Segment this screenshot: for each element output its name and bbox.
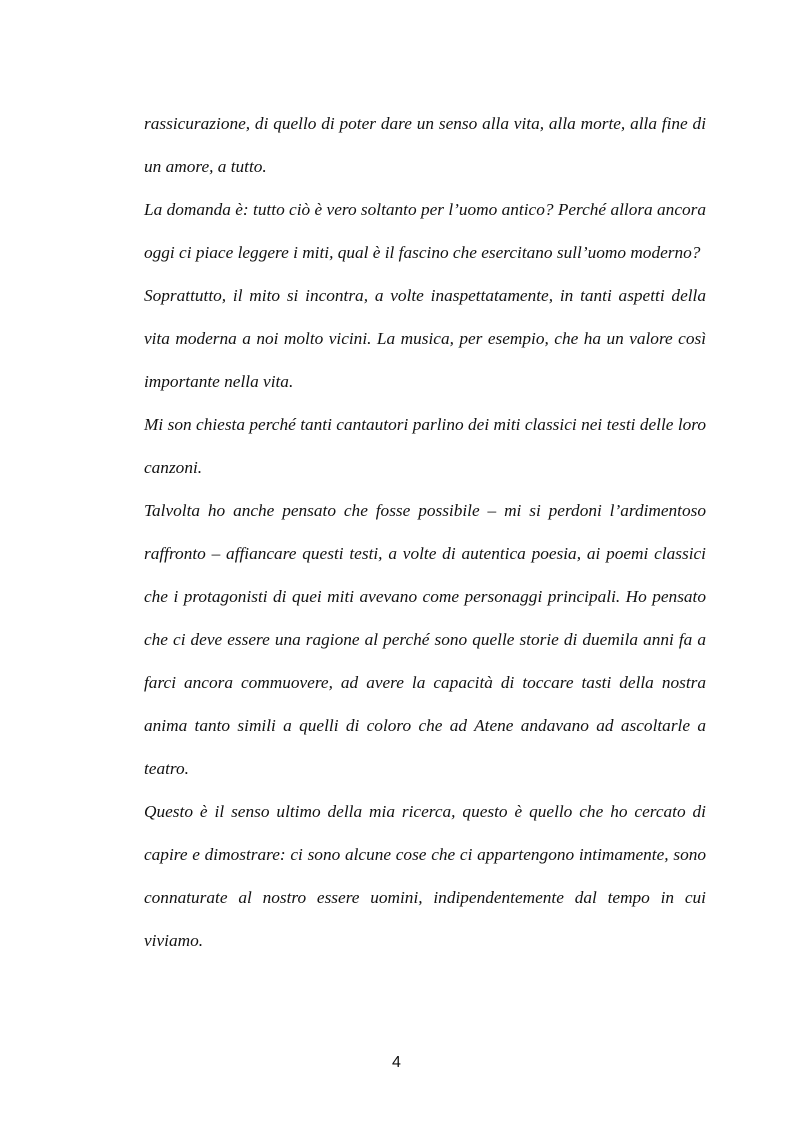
paragraph: Questo è il senso ultimo della mia ricerca, questo è quello che ho cercato di capire e dimostrare: ci sono alcune cose che ci appartengono intimamente, sono connaturate al nostro essere uomini, indipendentemente dal tempo in cui viviamo. — [144, 802, 706, 950]
page-number: 4 — [392, 1054, 401, 1071]
paragraph: Talvolta ho anche pensato che fosse possibile – mi si perdoni l’ardimentoso raffronto – affiancare questi testi, a volte di autentica poesia, ai poemi classici che i protagonisti di quei miti avevano come personaggi principali. Ho pensato che ci deve essere una ragione al perché sono quelle storie di duemila anni fa a farci ancora commuovere, ad avere la capacità di toccare tasti della nostra anima tanto simili a quelli di coloro che ad Atene andavano ad ascoltarle a teatro. — [144, 501, 706, 778]
paragraph: rassicurazione, di quello di poter dare un senso alla vita, alla morte, alla fine di un amore, a tutto. — [144, 114, 706, 176]
paragraph: Mi son chiesta perché tanti cantautori parlino dei miti classici nei testi delle loro canzoni. — [144, 415, 706, 477]
body-text — [144, 102, 706, 962]
paragraph: Soprattutto, il mito si incontra, a volte inaspettatamente, in tanti aspetti della vita moderna a noi molto vicini. La musica, per esempio, che ha un valore così importante nella vita. — [144, 286, 706, 391]
paragraph: La domanda è: tutto ciò è vero soltanto per l’uomo antico? Perché allora ancora oggi ci piace leggere i miti, qual è il fascino che esercitano sull’uomo moderno? — [144, 200, 706, 262]
